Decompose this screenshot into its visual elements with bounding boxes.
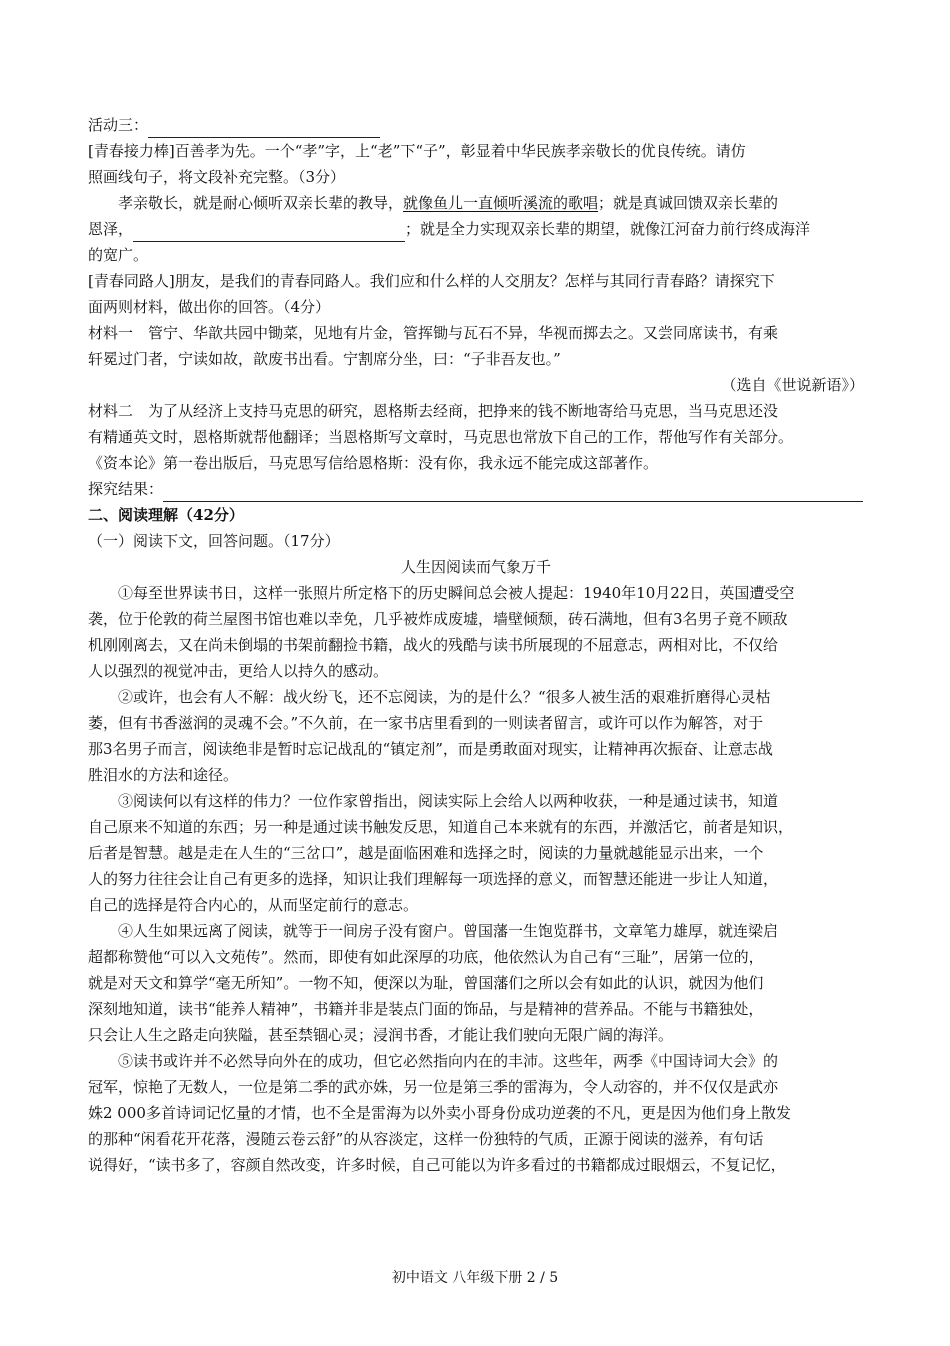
- relay-text: 恩泽，: [88, 220, 134, 238]
- article-paragraph-1: [88, 580, 864, 684]
- paragraph-line: 机刚刚离去，又在尚未倒塌的书架前翻捡书籍，战火的残酷与读书所展现的不屈意志，两相对比，不仅给: [88, 636, 779, 654]
- activity3-line: [88, 112, 864, 138]
- paragraph-line: 冠军，惊艳了无数人，一位是第二季的武亦姝，另一位是第三季的雷海为，令人动容的，并不仅仅是武亦: [88, 1078, 779, 1096]
- material-1-source: （选自《世说新语》）: [721, 376, 864, 394]
- paragraph-line: 人的努力往往会让自己有更多的选择，知识让我们理解每一项选择的意义，而智慧还能进一步让人知道，: [88, 870, 779, 888]
- paragraph-line: 超都称赞他“可以入文苑传”。然而，即使有如此深厚的功底，他依然认为自己有“三耻”，居第一位的，: [88, 948, 764, 966]
- companion-intro: [青春同路人]朋友，是我们的青春同路人。我们应和什么样的人交朋友？怎样与其同行青春路？请探究下: [88, 272, 775, 290]
- paragraph-line: 萎，但有书香滋润的灵魂不会。”不久前，在一家书店里看到的一则读者留言，或许可以作为解答，对于: [88, 714, 764, 732]
- paragraph-line: ⑤读书或许并不必然导向外在的成功，但它必然指向内在的丰沛。这些年，两季《中国诗词大会》的: [118, 1052, 779, 1070]
- relay-paragraph-line-1: [88, 190, 864, 216]
- relay-text: 孝亲敬长，就是耐心倾听双亲长辈的教导，: [118, 194, 404, 212]
- activity3-answer-blank[interactable]: [148, 119, 380, 138]
- material-2-line-2: 有精通英文时，恩格斯就帮他翻译；当恩格斯写文章时，马克思也常放下自己的工作，帮他写作有关部分。: [88, 428, 794, 446]
- relay-intro: [青春接力棒]百善孝为先。一个“孝”字，上“老”下“子”，彰显着中华民族孝亲敬长的优良传统。请仿: [88, 142, 746, 160]
- paragraph-line: 深刻地知道，读书“能养人精神”，书籍并非是装点门面的饰品，与是精神的营养品。不能与书籍独处，: [88, 1000, 764, 1018]
- activity3-label: 活动三：: [88, 116, 149, 134]
- underlined-sentence: 就像鱼儿一直倾听溪流的歌唱: [403, 194, 599, 212]
- paragraph-line: 人以强烈的视觉冲击，更给人以持久的感动。: [88, 662, 389, 680]
- paragraph-line: 说得好，“读书多了，容颜自然改变，许多时候，自己可能以为许多看过的书籍都成过眼烟云，不复记忆，: [88, 1156, 786, 1174]
- section-2-subheading: （一）阅读下文，回答问题。（17分）: [88, 532, 340, 550]
- relay-text: ；就是全力实现双亲长辈的期望，就像江河奋力前行终成海洋: [405, 220, 811, 238]
- result-answer-blank[interactable]: [163, 483, 863, 502]
- paragraph-line: ③阅读何以有这样的伟力？一位作家曾指出，阅读实际上会给人以两种收获，一种是通过读书，知道: [118, 792, 779, 810]
- paragraph-line: 自己的选择是符合内心的，从而坚定前行的意志。: [88, 896, 419, 914]
- paragraph-line: ②或许，也会有人不解：战火纷飞，还不忘阅读，为的是什么？“很多人被生活的艰难折磨得心灵枯: [118, 688, 771, 706]
- page-footer: 初中语文 八年级下册 2 / 5: [391, 1270, 559, 1286]
- exam-page: [88, 112, 864, 1178]
- paragraph-line: 姝2 000多首诗词记忆量的才情，也不全是雷海为以外卖小哥身份成功逆袭的不凡，更是因为他们身上散发: [88, 1104, 791, 1122]
- article-paragraph-5: [88, 1048, 864, 1178]
- paragraph-line: 只会让人生之路走向狭隘，甚至禁锢心灵；浸润书香，才能让我们驶向无限广阔的海洋。: [88, 1026, 674, 1044]
- paragraph-line: 胜泪水的方法和途径。: [88, 766, 239, 784]
- relay-paragraph-line-2: [88, 216, 864, 242]
- relay-answer-blank[interactable]: [133, 223, 405, 242]
- article-paragraph-3: [88, 788, 864, 918]
- companion-intro-2: 面两则材料，做出你的回答。（4分）: [88, 298, 331, 316]
- paragraph-line: 的那种“闲看花开花落，漫随云卷云舒”的从容淡定，这样一份独特的气质，正源于阅读的滋养，有句话: [88, 1130, 764, 1148]
- relay-paragraph-line-3: 的宽广。: [88, 246, 149, 264]
- relay-intro-2: 照画线句子，将文段补充完整。（3分）: [88, 168, 346, 186]
- article-paragraph-4: [88, 918, 864, 1048]
- paragraph-line: 就是对天文和算学“毫无所知”。一物不知，便深以为耻，曾国藩们之所以会有如此的认识，就因为他们: [88, 974, 764, 992]
- paragraph-line: 那3名男子而言，阅读绝非是暂时忘记战乱的“镇定剂”，而是勇敢面对现实，让精神再次振奋、让意志战: [88, 740, 773, 758]
- material-1-line-2: 轩冕过门者，宁读如故，歆废书出看。宁割席分坐，曰：“子非吾友也。”: [88, 350, 561, 368]
- paragraph-line: 后者是智慧。越是走在人生的“三岔口”，越是面临困难和选择之时，阅读的力量就越能显示出来，一个: [88, 844, 764, 862]
- article-title: 人生因阅读而气象万千: [400, 558, 551, 576]
- paragraph-line: ④人生如果远离了阅读，就等于一间房子没有窗户。曾国藩一生饱览群书，文章笔力雄厚，就连梁启: [118, 922, 779, 940]
- paragraph-line: 自己原来不知道的东西；另一种是通过读书触发反思，知道自己本来就有的东西，并激活它，前者是知识，: [88, 818, 794, 836]
- result-line: [88, 476, 864, 502]
- section-2-heading: 二、阅读理解（42分）: [88, 506, 244, 524]
- paragraph-line: ①每至世界读书日，这样一张照片所定格下的历史瞬间总会被人提起：1940年10月22日，英国遭受空: [118, 584, 795, 602]
- material-2-line-3: 《资本论》第一卷出版后，马克思写信给恩格斯：没有你，我永远不能完成这部著作。: [88, 454, 659, 472]
- relay-text: ；就是真诚回馈双亲长辈的: [598, 194, 779, 212]
- paragraph-line: 袭，位于伦敦的荷兰屋图书馆也难以幸免，几乎被炸成废墟，墙壁倾颓，砖石满地，但有3名男子竟不顾敌: [88, 610, 788, 628]
- result-label: 探究结果：: [88, 480, 164, 498]
- material-2-line-1: 材料二 为了从经济上支持马克思的研究，恩格斯去经商，把挣来的钱不断地寄给马克思，当马克思还没: [88, 402, 779, 420]
- material-1-line-1: 材料一 管宁、华歆共园中锄菜，见地有片金，管挥锄与瓦石不异，华视而掷去之。又尝同席读书，有乘: [88, 324, 779, 342]
- article-paragraph-2: [88, 684, 864, 788]
